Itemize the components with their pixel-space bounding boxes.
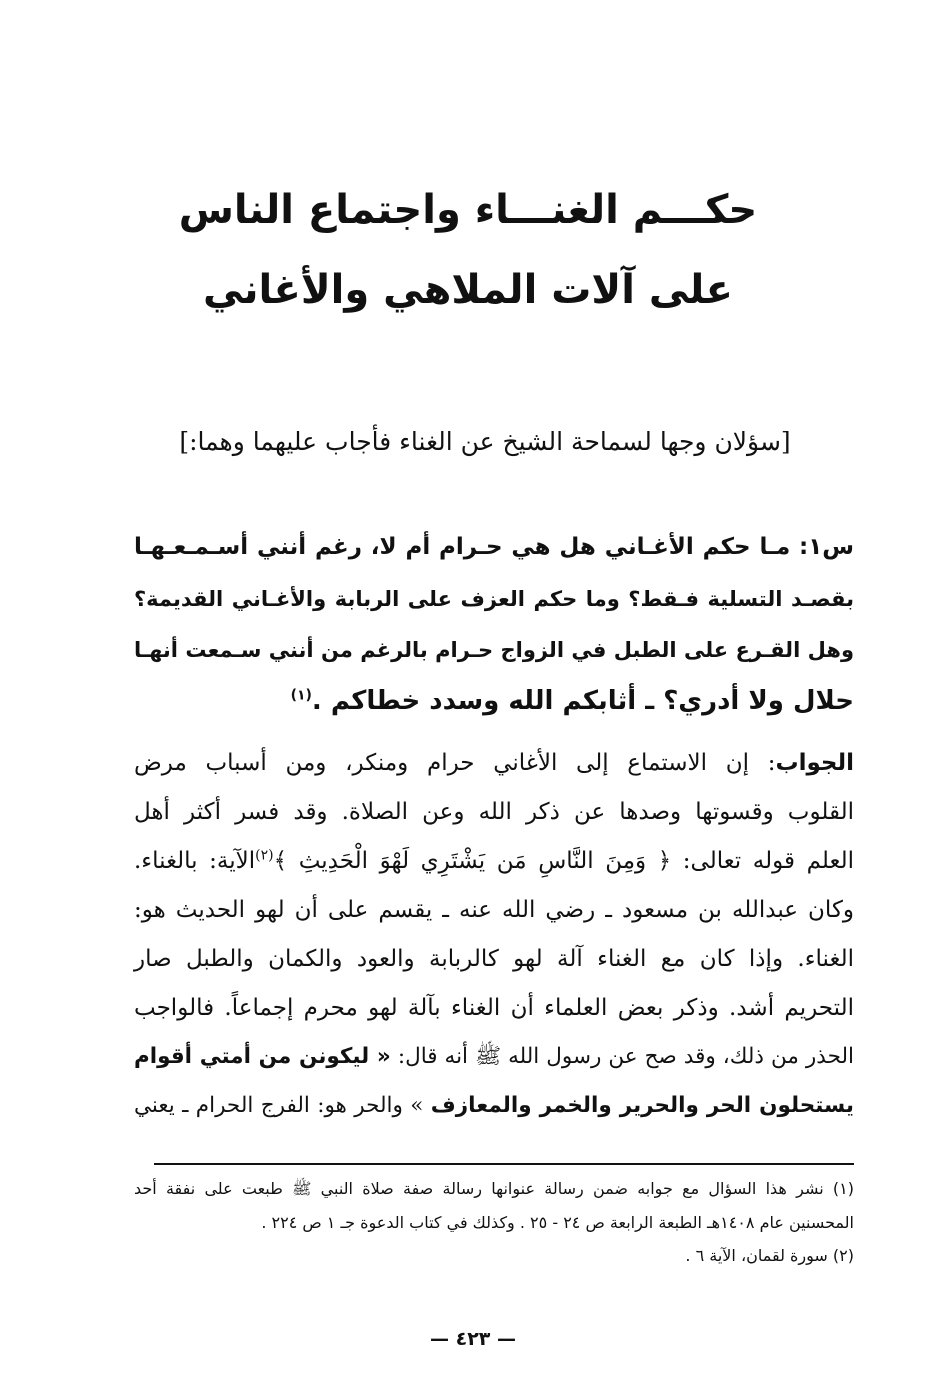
page-title-line-2: على آلات الملاهي والأغاني [203,267,733,313]
answer-line-3-tail: الآية: بالغناء. [134,848,256,874]
answer-line-2: القلوب وقسوتها وصدها عن ذكر الله وعن الصلاة. وقد فسر أكثر أهل [134,799,854,825]
footnote-1-line-2: المحسنين عام ١٤٠٨هـ الطبعة الرابعة ص ٢٤ - ٢٥ . وكذلك في كتاب الدعوة جـ ١ ص ٢٢٤ . [261,1213,854,1232]
answer-line-1 [134,741,854,785]
question-line-4-text: حلال ولا أدري؟ ـ أثابكم الله وسدد خطاكم . [311,686,854,716]
answer-line-6: التحريم أشد. وذكر بعض العلماء أن الغناء بآلة لهو محرم إجماعاً. فالواجب [134,995,854,1021]
answer-line-5: الغناء. وإذا كان مع الغناء آلة لهو كالربابة والعود والكمان والطبل صار [134,946,854,972]
answer-line-3 [134,839,854,883]
page-title-line-1: حكـــم الغنـــاء واجتماع الناس [178,187,758,233]
answer-line-1-text: : إن الاستماع إلى الأغاني حرام ومنكر، ومن أسباب مرض [134,750,776,776]
answer-line-8-text: » والحر هو: الفرج الحرام ـ يعني [134,1093,424,1118]
answer-line-3-text: العلم قوله تعالى: ﴿ وَمِنَ النَّاسِ مَن يَشْتَرِي لَهْوَ الْحَدِيثِ ﴾ [273,848,854,874]
footnote-ref-1: (١) [290,687,312,704]
question-line-2: بقصـد التسلية فـقط؟ وما حكم العزف على الربابة والأغـاني القديمة؟ [134,587,854,611]
answer-line-7-text: الحذر من ذلك، وقد صح عن رسول الله ﷺ أنه قال: [397,1044,854,1069]
answer-line-8 [134,1084,854,1128]
answer-line-4: وكان عبدالله بن مسعود ـ رضي الله عنه ـ يقسم على أن لهو الحديث هو: [134,897,854,923]
question-line-4 [134,677,854,725]
answer-line-7 [134,1035,854,1079]
intro-text: [سؤلان وجها لسماحة الشيخ عن الغناء فأجاب عليهما وهما:] [179,427,791,456]
answer-lead: الجواب [775,750,854,776]
page-number: — ٤٢٣ — [429,1328,517,1350]
hadith-quote-end: يستحلون الحر والحرير والخمر والمعازف [430,1093,854,1118]
footnote-2: (٢) سورة لقمان، الآية ٦ . [685,1246,854,1265]
footnote-ref-2: (٢) [255,847,274,864]
hadith-quote-start: « ليكونن من أمتي أقوام [134,1044,391,1069]
footnote-1-line-1: (١) نشر هذا السؤال مع جوابه ضمن رسالة عنوانها رسالة صفة صلاة النبي ﷺ طبعت على نفقة أحد [134,1179,854,1198]
question-line-1: س١: مـا حكم الأغـاني هل هي حـرام أم لا، رغم أنني أسـمـعـهـا [134,534,854,560]
footnote-divider [154,1163,854,1165]
question-line-3: وهل القـرع على الطبل في الزواج حـرام بالرغم من أنني سـمعت أنهـا [134,638,854,662]
